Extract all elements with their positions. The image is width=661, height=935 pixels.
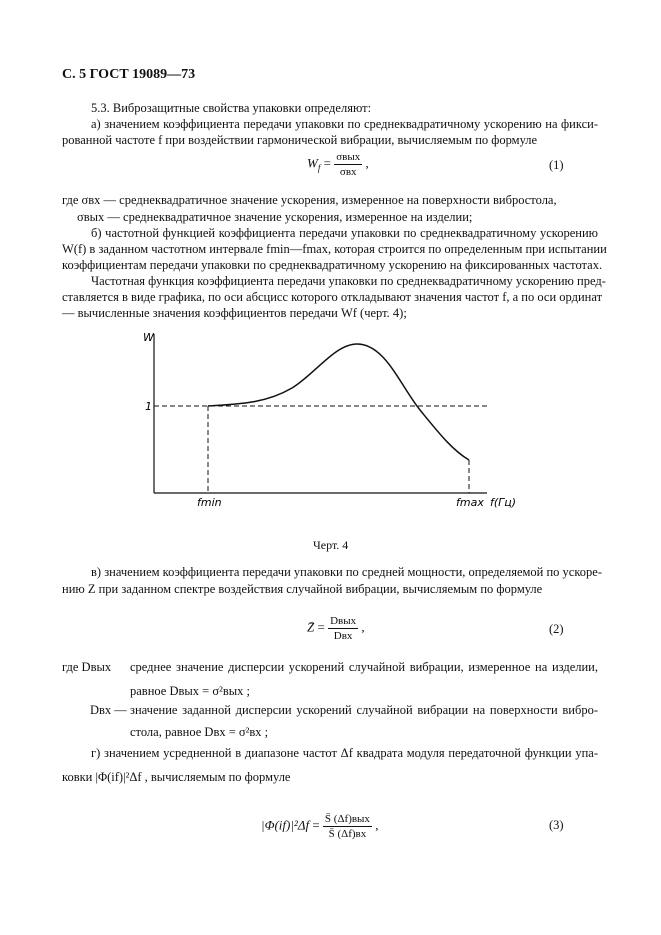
where2-label1: где Dвых <box>62 660 112 674</box>
transfer-curve <box>208 344 469 460</box>
equation-2: Z̄ = $\frac{\text{Dвых}}{\text{Dвх}}$ , <box>307 615 365 642</box>
eq3-fraction <box>323 812 372 841</box>
section-title: 5.3. Виброзащитные свойства упаковки определяют: <box>91 101 372 115</box>
where2-text1: среднее значение дисперсии ускорений случайной вибрации, измеренное на изделии, <box>130 660 598 674</box>
x-tick-fmin: fmin <box>197 496 222 509</box>
eq3-lhs: |Φ(if)|²Δf <box>261 817 310 833</box>
page-header: С. 5 ГОСТ 19089—73 <box>62 67 196 82</box>
where2-label2: Dвх — <box>90 703 127 717</box>
item-d-line2: ковки |Φ(if)|²Δf , вычисляемым по формуле <box>62 770 291 784</box>
eq3-tail: , <box>375 817 379 833</box>
item-b-line4: Частотная функция коэффициента передачи упаковки по среднеквадратичному ускорению пред- <box>91 274 606 288</box>
where1-line2: σвых — среднеквадратичное значение ускорения, измеренное на изделии; <box>77 210 473 224</box>
eq1-tail: , <box>365 155 369 171</box>
equation-1: $W_f$ = $\frac{\text{σвых}}{\text{σвх}}$ , <box>307 151 369 178</box>
where2-text1b: равное Dвых = σ²вых ; <box>130 684 250 698</box>
eq3-numerator: S̄ (Δf)вых <box>324 813 370 825</box>
item-a-line1: а) значением коэффициента передачи упаковки по среднеквадратичному ускорению на фикси- <box>91 117 598 131</box>
eq2-fraction <box>328 614 358 643</box>
eq2-number: (2) <box>549 622 564 636</box>
y-tick-1: 1 <box>145 400 152 413</box>
where2-text2: значение заданной дисперсии ускорений случайной вибрации на поверхности вибро- <box>130 703 598 717</box>
x-tick-fmax: fmax <box>456 496 484 509</box>
item-b-line3: коэффициентам передачи упаковки по среднеквадратичному ускорению на фиксированных частотах. <box>62 258 603 272</box>
item-d-line1: г) значением усредненной в диапазоне частот Δf квадрата модуля передаточной функции упа- <box>91 746 598 760</box>
x-axis-label: f(Гц) <box>490 496 517 509</box>
eq1-numerator: σвых <box>336 151 361 163</box>
eq1-lhs: W <box>307 155 318 171</box>
item-b-line6: — вычисленные значения коэффициентов передачи Wf (черт. 4); <box>62 306 407 320</box>
where2-text2b: стола, равное Dвх = σ²вх ; <box>130 725 269 739</box>
item-c-line2: нию Z при заданном спектре воздействия случайной вибрации, вычисляемым по формуле <box>62 582 543 596</box>
equation-3: |Φ(if)|²Δf = $\frac{\text{S̄ (Δf)вых}}{S̄ (\Delta f)вх}$ , <box>261 813 379 840</box>
figure-caption: Черт. 4 <box>313 538 349 552</box>
where1-line1: где σвх — среднеквадратичное значение ускорения, измеренное на поверхности вибростола, <box>62 193 557 207</box>
item-b-line1: б) частотной функцией коэффициента передачи упаковки по среднеквадратичному ускорению <box>91 226 598 240</box>
eq3-number: (3) <box>549 818 564 832</box>
eq3-denominator: S̄ (Δf)вх <box>328 828 367 840</box>
eq2-denominator: Dвх <box>333 630 353 642</box>
item-b-line2: W(f) в заданном частотном интервале fmin—fmax, которая строится по определенным при испытании <box>62 242 607 256</box>
eq1-number: (1) <box>549 158 564 172</box>
eq2-numerator: Dвых <box>330 615 357 627</box>
eq1-lhs-sub: f <box>317 163 321 174</box>
item-a-line2: рованной частоте f при воздействии гармонической вибрации, вычисляемым по формуле <box>62 133 538 147</box>
eq2-tail: , <box>361 619 365 635</box>
eq1-denominator: σвх <box>339 166 357 178</box>
y-axis-label: W <box>143 331 154 344</box>
item-c-line1: в) значением коэффициента передачи упаковки по средней мощности, определяемой по ускоре- <box>91 565 603 579</box>
item-b-line5: ставляется в виде графика, по оси абсцисс которого откладывают значения частот f, а по оси ординат <box>62 290 603 304</box>
eq2-lhs: Z̄ <box>307 619 315 635</box>
